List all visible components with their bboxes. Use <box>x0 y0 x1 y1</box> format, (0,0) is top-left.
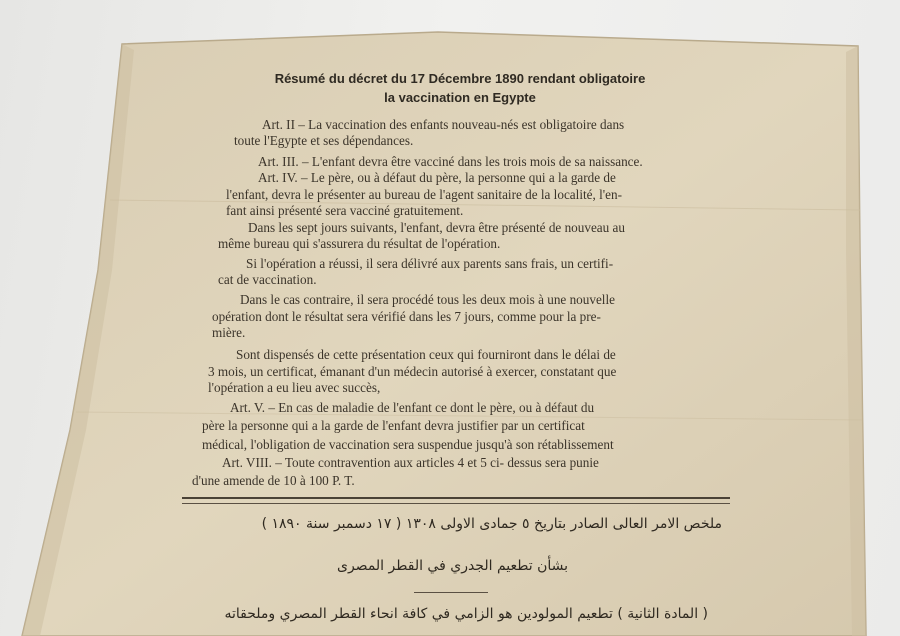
text-line: père la personne qui a la garde de l'enfant devra justifier par un certificat <box>202 418 585 433</box>
text-line: même bureau qui s'assurera du résultat de l'opération. <box>218 236 501 251</box>
text-line: l'enfant, devra le présenter au bureau de l'agent sanitaire de la localité, l'en- <box>226 187 622 202</box>
text-line: Art. V. – En cas de maladie de l'enfant ce dont le père, ou à défaut du <box>230 400 595 415</box>
text-line: Art. II – La vaccination des enfants nouveau-nés est obligatoire dans <box>262 117 625 132</box>
text-line: Si l'opération a réussi, il sera délivré aux parents sans frais, un certifi- <box>246 256 614 271</box>
divider-rule <box>182 497 730 499</box>
text-line: toute l'Egypte et ses dépendances. <box>234 133 414 148</box>
text-line: mière. <box>212 325 246 340</box>
text-line: d'une amende de 10 à 100 P. T. <box>192 473 355 488</box>
text-line: 3 mois, un certificat, émanant d'un médecin autorisé à exercer, constatant que <box>208 364 617 379</box>
arabic-subheading-line: بشأن تطعيم الجدري في القطر المصرى <box>337 558 568 574</box>
text-line: opération dont le résultat sera vérifié dans les 7 jours, comme pour la pre- <box>212 309 601 324</box>
text-line: Art. IV. – Le père, ou à défaut du père, la personne qui a la garde de <box>258 170 616 185</box>
text-line: Art. VIII. – Toute contravention aux articles 4 et 5 ci- dessus sera punie <box>222 455 599 470</box>
arabic-heading-line: ملخص الامر العالى الصادر بتاريخ ٥ جمادى الاولى ١٣٠٨ ( ١٧ دسمبر سنة ١٨٩٠ ) <box>261 516 722 532</box>
short-divider <box>414 592 488 593</box>
text-line: médical, l'obligation de vaccination sera suspendue jusqu'à son rétablissement <box>202 437 614 452</box>
text-line: Art. III. – L'enfant devra être vacciné dans les trois mois de sa naissance. <box>258 154 643 169</box>
divider-rule-thin <box>182 503 730 504</box>
text-line: Dans les sept jours suivants, l'enfant, devra être présenté de nouveau au <box>248 220 625 235</box>
document-subtitle: la vaccination en Egypte <box>384 90 536 105</box>
document-title: Résumé du décret du 17 Décembre 1890 rendant obligatoire <box>274 71 646 86</box>
text-line: cat de vaccination. <box>218 272 317 287</box>
text-line: Dans le cas contraire, il sera procédé tous les deux mois à une nouvelle <box>240 292 615 307</box>
arabic-text-line: ( المادة الثانية ) تطعيم المولودين هو الزامي في كافة انحاء القطر المصري وملحقاته <box>224 606 708 622</box>
text-line: fant ainsi présenté sera vacciné gratuitement. <box>226 203 464 218</box>
text-line: Sont dispensés de cette présentation ceux qui fourniront dans le délai de <box>236 347 616 362</box>
text-line: l'opération a eu lieu avec succès, <box>208 380 381 395</box>
